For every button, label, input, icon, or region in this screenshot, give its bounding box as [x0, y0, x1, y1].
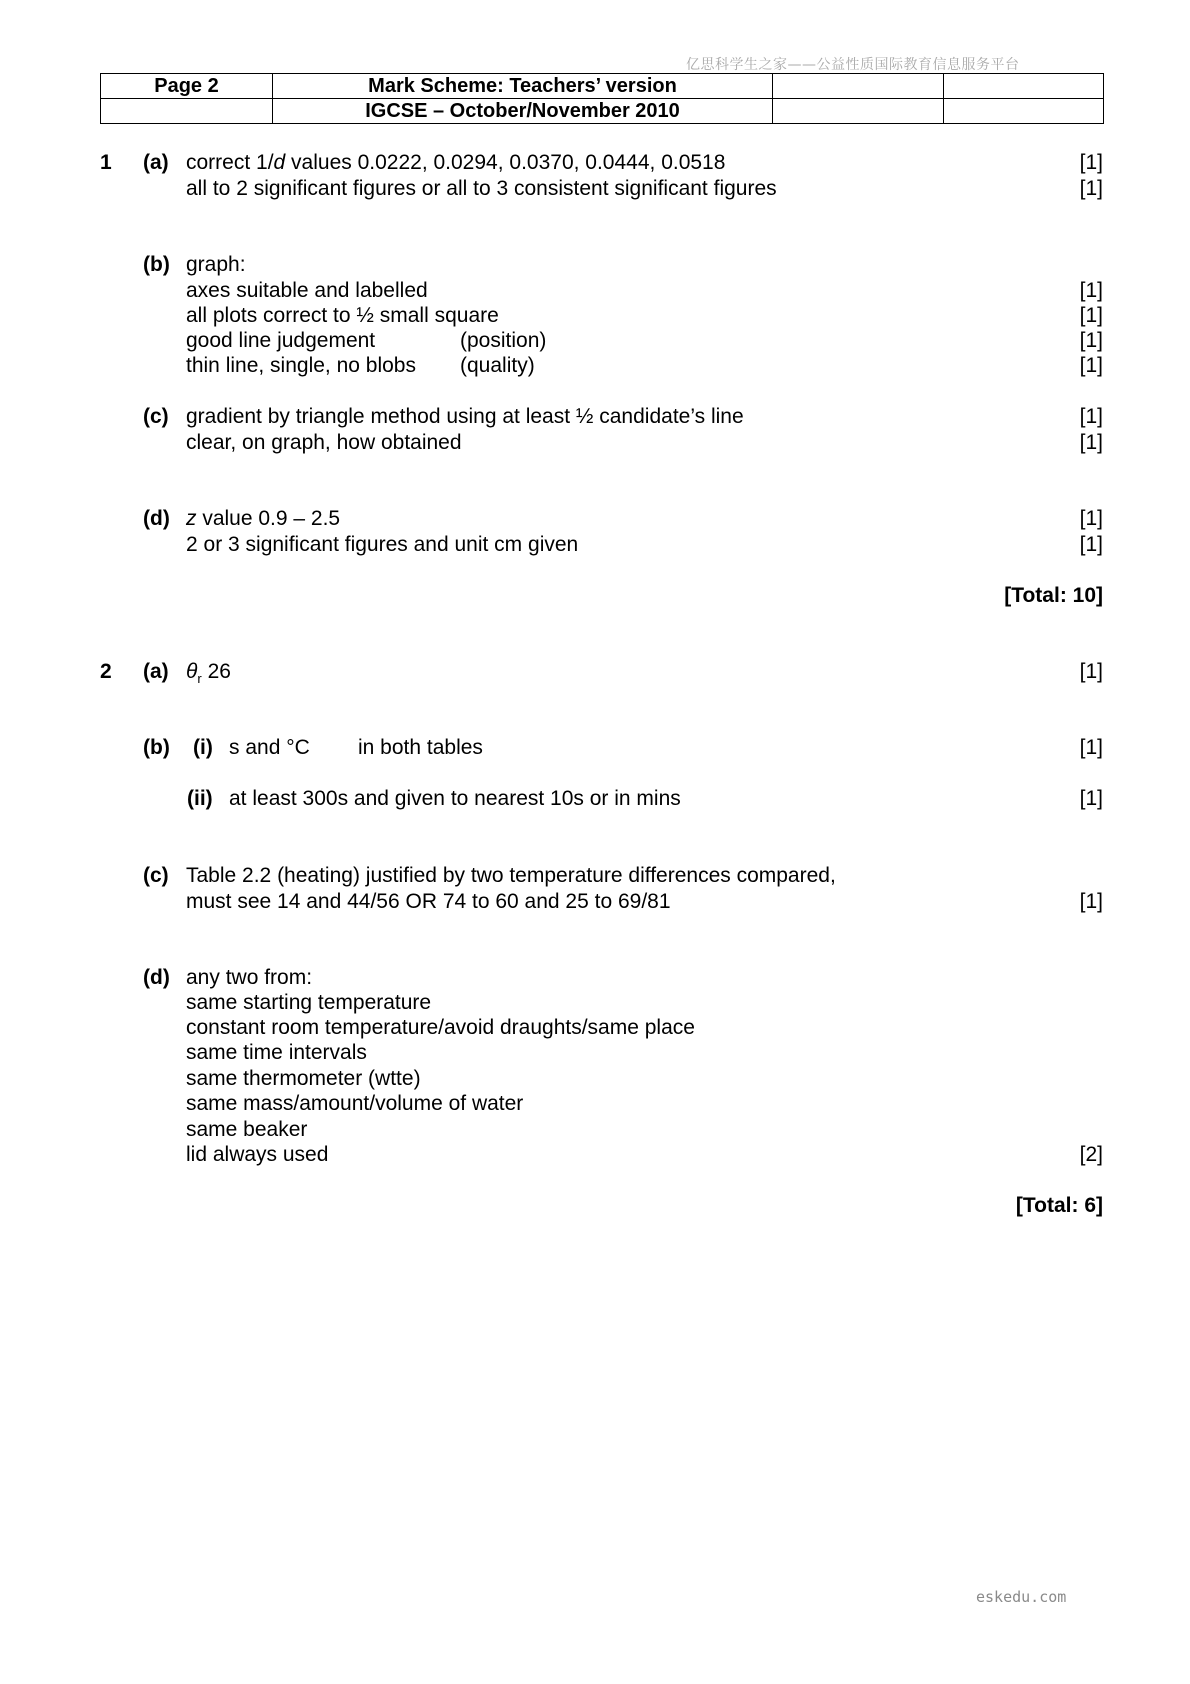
part-label: (a) [143, 151, 169, 174]
variable: θ [186, 660, 198, 683]
answer-line [186, 150, 725, 176]
subpart-label: (ii) [187, 787, 213, 810]
mark: [1] [1079, 151, 1103, 174]
answer-line: good line judgement [186, 329, 376, 352]
answer-line: clear, on graph, how obtained [186, 431, 462, 454]
answer-line: must see 14 and 44/56 OR 74 to 60 and 25 to 69/81 [186, 890, 671, 913]
mark: [1] [1079, 787, 1103, 810]
mark: [1] [1079, 177, 1103, 200]
answer-line: s and °C [229, 736, 310, 759]
part-label: (c) [143, 405, 169, 428]
answer-line: all plots correct to ½ small square [186, 304, 499, 327]
header-title: Mark Scheme: Teachers’ version [273, 74, 773, 99]
header-empty-cell [773, 74, 944, 99]
mark: [1] [1079, 279, 1103, 302]
header-page: Page 2 [101, 74, 273, 99]
answer-line: same mass/amount/volume of water [186, 1092, 524, 1115]
subpart-label: (i) [193, 736, 213, 759]
answer-line: same beaker [186, 1118, 308, 1141]
mark: [1] [1079, 304, 1103, 327]
mark: [1] [1079, 431, 1103, 454]
mark: [1] [1079, 736, 1103, 759]
part-label: (a) [143, 660, 169, 683]
answer-line [186, 506, 340, 532]
header-empty-cell [944, 74, 1104, 99]
answer-qualifier: (quality) [460, 354, 535, 377]
answer-line: lid always used [186, 1143, 329, 1166]
mark: [1] [1079, 507, 1103, 530]
answer-line: same time intervals [186, 1041, 367, 1064]
header-table [100, 73, 1104, 124]
part-label: (b) [143, 253, 170, 276]
answer-line: Table 2.2 (heating) justified by two temperature differences compared, [186, 864, 836, 887]
answer-qualifier: (position) [460, 329, 547, 352]
part-label: (b) [143, 736, 170, 759]
answer-line: at least 300s and given to nearest 10s or in mins [229, 787, 681, 810]
answer-qualifier: in both tables [358, 736, 483, 759]
header-empty-cell [101, 99, 273, 124]
mark: [1] [1079, 329, 1103, 352]
text: values 0.0222, 0.0294, 0.0370, 0.0444, 0.0518 [285, 151, 726, 174]
question-number: 1 [100, 151, 112, 174]
answer-line: same starting temperature [186, 991, 432, 1014]
mark: [1] [1079, 890, 1103, 913]
mark: [1] [1079, 660, 1103, 683]
header-empty-cell [773, 99, 944, 124]
mark: [1] [1079, 533, 1103, 556]
answer-line: graph: [186, 253, 246, 276]
answer-line: 2 or 3 significant figures and unit cm given [186, 533, 579, 556]
variable: d [273, 151, 286, 174]
question-number: 2 [100, 660, 112, 683]
subscript: r [197, 671, 202, 687]
text: value 0.9 – 2.5 [196, 507, 341, 530]
part-label: (d) [143, 507, 170, 530]
question-total: [Total: 10] [1004, 584, 1103, 607]
answer-line: thin line, single, no blobs [186, 354, 416, 377]
mark: [1] [1079, 405, 1103, 428]
mark: [2] [1079, 1143, 1103, 1166]
text: 26 [201, 660, 231, 683]
answer-line: all to 2 significant figures or all to 3 consistent significant figures [186, 177, 777, 200]
variable: z [186, 507, 197, 530]
watermark-bottom: eskedu.com [976, 1588, 1067, 1606]
part-label: (d) [143, 966, 170, 989]
text: correct 1/ [186, 151, 274, 174]
answer-line: axes suitable and labelled [186, 279, 428, 302]
part-label: (c) [143, 864, 169, 887]
header-exam: IGCSE – October/November 2010 [273, 99, 773, 124]
header-empty-cell [944, 99, 1104, 124]
watermark-top: 亿思科学生之家——公益性质国际教育信息服务平台 [686, 57, 1020, 73]
answer-line: any two from: [186, 966, 313, 989]
answer-line: constant room temperature/avoid draughts/same place [186, 1016, 695, 1039]
answer-line [186, 659, 231, 692]
answer-line: gradient by triangle method using at least ½ candidate’s line [186, 405, 744, 428]
mark: [1] [1079, 354, 1103, 377]
answer-line: same thermometer (wtte) [186, 1067, 421, 1090]
question-total: [Total: 6] [1015, 1194, 1103, 1217]
